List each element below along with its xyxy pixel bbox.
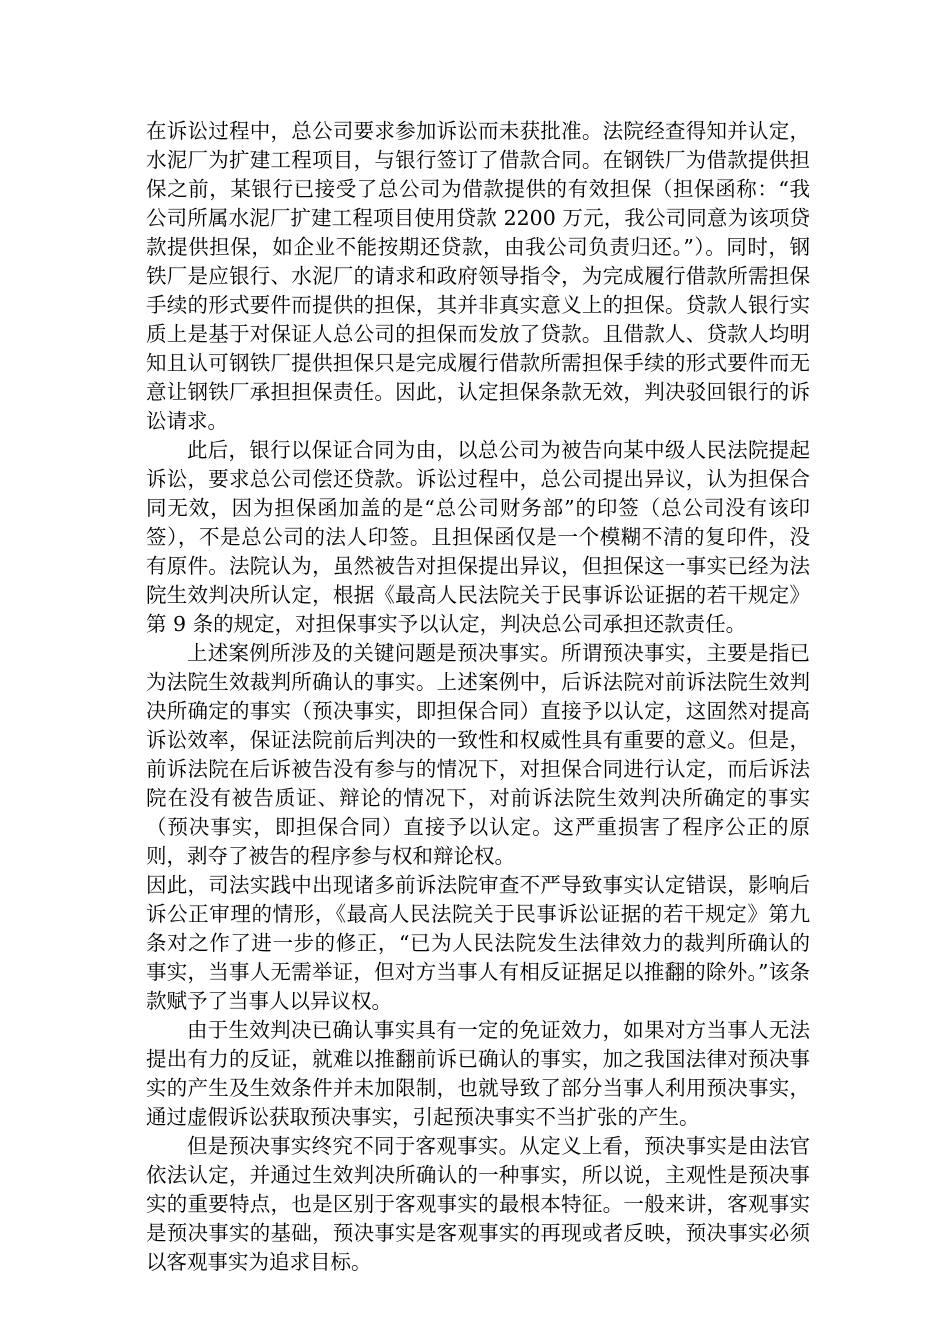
paragraph-6: 但是预决事实终究不同于客观事实。从定义上看，预决事实是由法官依法认定，并通过生效判决所确认的一种事实，所以说，主观性是预决事实的重要特点，也是区别于客观事实的最根本特征。一般来讲，客观事实是预决事实的基础，预决事实是客观事实的再现或者反映，预决事实必须以客观事实为追求目标。 xyxy=(146,1134,810,1274)
paragraph-3: 上述案例所涉及的关键问题是预决事实。所谓预决事实，主要是指已为法院生效裁判所确认的事实。上述案例中，后诉法院对前诉法院生效判决所确定的事实（预决事实，即担保合同）直接予以认定，这固然对提高诉讼效率，保证法院前后判决的一致性和权威性具有重要的意义。但是，前诉法院在后诉被告没有参与的情况下，对担保合同进行认定，而后诉法院在没有被告质证、辩论的情况下，对前诉法院生效判决所确定的事实（预决事实，即担保合同）直接予以认定。这严重损害了程序公正的原则，剥夺了被告的程序参与权和辩论权。 xyxy=(146,641,810,868)
paragraph-1: 在诉讼过程中，总公司要求参加诉讼而未获批准。法院经查得知并认定，水泥厂为扩建工程项目，与银行签订了借款合同。在钢铁厂为借款提供担保之前，某银行已接受了总公司为借款提供的有效担保（担保函称：“我公司所属水泥厂扩建工程项目使用贷款 2200 万元，我公司同意为该项贷款提供担保，如企业不能按期还贷款，由我公司负责归还。”）。同时，钢铁厂是应银行、水泥厂的请求和政府领导指令，为完成履行借款所需担保手续的形式要件而提供的担保，其并非真实意义上的担保。贷款人银行实质上是基于对保证人总公司的担保而发放了贷款。且借款人、贷款人均明知且认可钢铁厂提供担保只是完成履行借款所需担保手续的形式要件而无意让钢铁厂承担担保责任。因此，认定担保条款无效，判决驳回银行的诉讼请求。 xyxy=(146,119,810,433)
document-body xyxy=(146,117,810,1277)
paragraph-5: 由于生效判决已确认事实具有一定的免证效力，如果对方当事人无法提出有力的反证，就难以推翻前诉已确认的事实，加之我国法律对预决事实的产生及生效条件并未加限制，也就导致了部分当事人利用预决事实，通过虚假诉讼获取预决事实，引起预决事实不当扩张的产生。 xyxy=(146,1018,810,1129)
paragraph-4: 因此，司法实践中出现诸多前诉法院审查不严导致事实认定错误，影响后诉公正审理的情形，《最高人民法院关于民事诉讼证据的若干规定》第九条对之作了进一步的修正，“已为人民法院发生法律效力的裁判所确认的事实，当事人无需举证，但对方当事人有相反证据足以推翻的除外。”该条款赋予了当事人以异议权。 xyxy=(146,873,810,1013)
paragraph-2: 此后，银行以保证合同为由，以总公司为被告向某中级人民法院提起诉讼，要求总公司偿还贷款。诉讼过程中，总公司提出异议，认为担保合同无效，因为担保函加盖的是“总公司财务部”的印签（总公司没有该印签），不是总公司的法人印签。且担保函仅是一个模糊不清的复印件，没有原件。法院认为，虽然被告对担保提出异议，但担保这一事实已经为法院生效判决所认定，根据《最高人民法院关于民事诉讼证据的若干规定》第 9 条的规定，对担保事实予以认定，判决总公司承担还款责任。 xyxy=(146,438,810,636)
